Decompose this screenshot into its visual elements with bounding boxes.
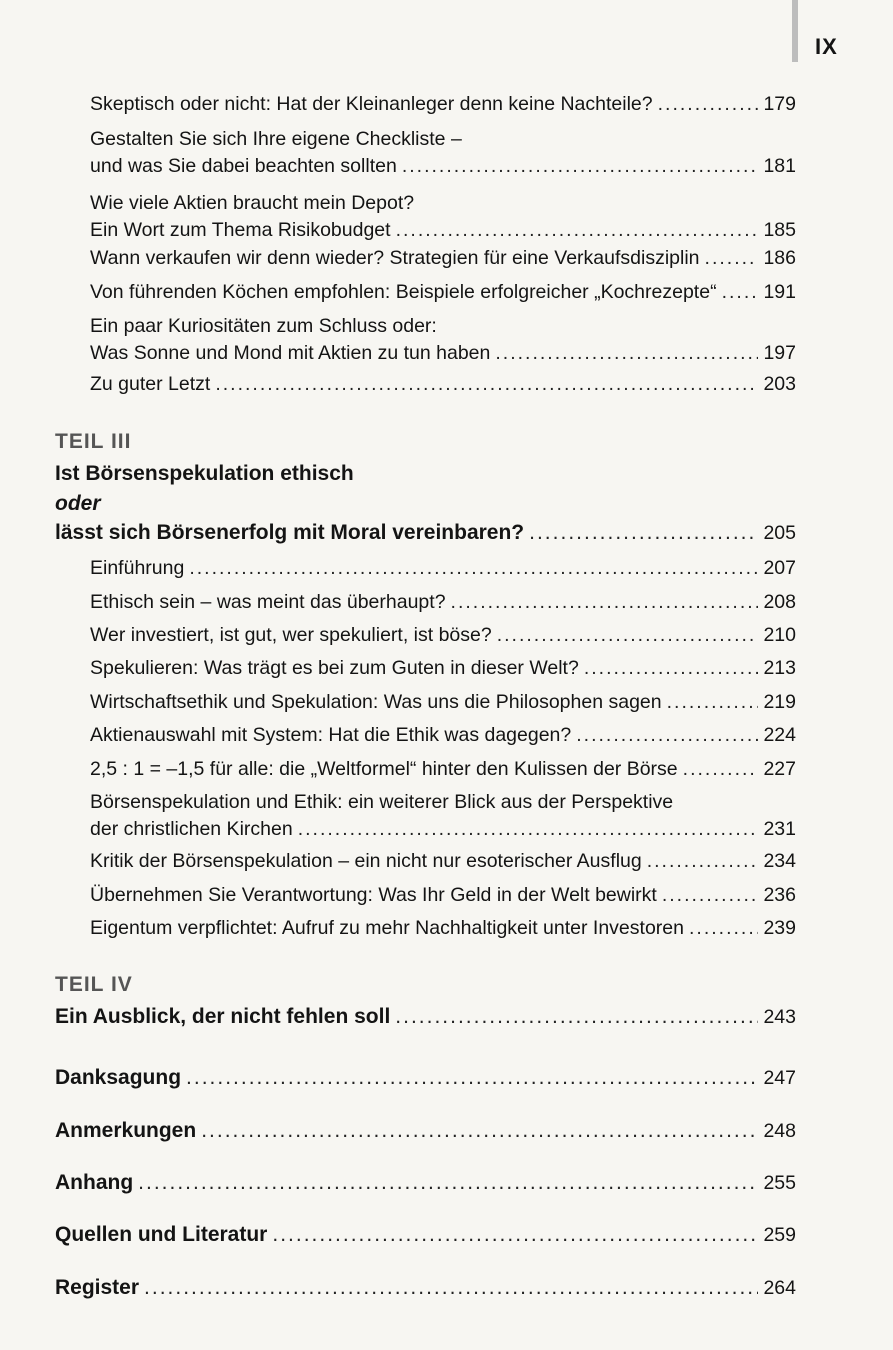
toc-line: [55, 1275, 796, 1302]
toc-entry: [90, 655, 796, 682]
part-title-entry: [55, 1005, 796, 1032]
toc-line: [90, 622, 796, 649]
toc-entry: [90, 622, 796, 649]
toc-line: [90, 371, 796, 398]
part-label: TEIL III: [55, 430, 132, 453]
toc-line: [55, 1170, 796, 1197]
toc-entry-title: 2,5 : 1 = –1,5 für alle: die „Weltformel“ hinter den Kulissen der Börse: [90, 758, 678, 780]
toc-page-number: 210: [763, 624, 796, 646]
dot-leader: [658, 91, 759, 117]
toc-line: [90, 153, 796, 180]
toc-entry: [90, 789, 796, 843]
dot-leader: [138, 1170, 758, 1196]
toc-line: [55, 521, 796, 548]
toc-page-number: 227: [763, 758, 796, 780]
toc-entry-title: lässt sich Börsenerfolg mit Moral vereinbaren?: [55, 521, 525, 544]
toc-page-number: 208: [763, 591, 796, 613]
dot-leader: [396, 217, 759, 243]
toc-line: [55, 1222, 796, 1249]
dot-leader: [298, 816, 759, 842]
toc-page-number: 207: [763, 557, 796, 579]
part-title-connector: oder: [55, 492, 101, 515]
dot-leader: [576, 722, 758, 748]
toc-entry-title: Börsenspekulation und Ethik: ein weiterer Blick aus der Perspektive: [90, 791, 674, 813]
toc-entry: [55, 1065, 796, 1092]
toc-line: [90, 589, 796, 616]
toc-entry-title: Spekulieren: Was trägt es bei zum Guten in dieser Welt?: [90, 657, 579, 679]
toc-page-number: 203: [763, 373, 796, 395]
toc-entry-title: Ethisch sein – was meint das überhaupt?: [90, 591, 446, 613]
toc-line: [55, 1065, 796, 1092]
dot-leader: [529, 521, 758, 545]
dot-leader: [186, 1065, 758, 1091]
toc-entry-title: Gestalten Sie sich Ihre eigene Checkliste –: [90, 128, 462, 150]
dot-leader: [683, 756, 759, 782]
toc-entry: [55, 1222, 796, 1249]
toc-line: [55, 1005, 796, 1032]
toc-entry-title: Wirtschaftsethik und Spekulation: Was uns die Philosophen sagen: [90, 691, 662, 713]
dot-leader: [272, 1222, 758, 1248]
toc-page-number: 213: [763, 657, 796, 679]
dot-leader: [395, 1005, 758, 1029]
toc-entry: [90, 589, 796, 616]
toc-page-number: 247: [763, 1067, 796, 1089]
toc-page-number: 234: [763, 850, 796, 872]
toc-page-number: 264: [763, 1277, 796, 1299]
toc-line: [90, 689, 796, 716]
dot-leader: [495, 340, 758, 366]
dot-leader: [689, 915, 758, 941]
part-title: Ist Börsenspekulation ethisch: [55, 462, 354, 485]
toc-entry-title: Eigentum verpflichtet: Aufruf zu mehr Nachhaltigkeit unter Investoren: [90, 917, 684, 939]
toc-entry-title: Anhang: [55, 1171, 134, 1194]
toc-entry: [90, 689, 796, 716]
toc-entry-title: Ein Ausblick, der nicht fehlen soll: [55, 1005, 391, 1028]
toc-line: [90, 848, 796, 875]
toc-entry-title: und was Sie dabei beachten sollten: [90, 155, 397, 177]
dot-leader: [705, 245, 759, 271]
toc-entry: [90, 279, 796, 306]
toc-entry-title: Wie viele Aktien braucht mein Depot?: [90, 192, 415, 214]
dot-leader: [215, 371, 758, 397]
toc-entry: [90, 245, 796, 272]
toc-line: [90, 655, 796, 682]
toc-line: [90, 340, 796, 367]
toc-entry-title: Anmerkungen: [55, 1119, 197, 1142]
toc-page-number: 191: [763, 281, 796, 303]
toc-entry: [90, 313, 796, 367]
toc-entry-title: Von führenden Köchen empfohlen: Beispiele erfolgreicher „Kochrezepte“: [90, 281, 717, 303]
toc-page-number: 219: [763, 691, 796, 713]
toc-page-number: 185: [763, 219, 796, 241]
toc-line: [90, 816, 796, 843]
toc-entry: [90, 882, 796, 909]
toc-entry: [90, 126, 796, 180]
toc-line: [90, 279, 796, 306]
part-title-entry: [55, 521, 796, 548]
dot-leader: [144, 1275, 758, 1301]
toc-entry: [55, 1275, 796, 1302]
toc-page-number: 231: [763, 818, 796, 840]
toc-entry-title: Kritik der Börsenspekulation – ein nicht nur esoterischer Ausflug: [90, 850, 642, 872]
toc-entry: [55, 1170, 796, 1197]
toc-entry: [90, 848, 796, 875]
toc-entry-title: Wann verkaufen wir denn wieder? Strategien für eine Verkaufsdisziplin: [90, 247, 700, 269]
dot-leader: [584, 655, 759, 681]
toc-line: [90, 313, 796, 340]
toc-line: [90, 756, 796, 783]
dot-leader: [662, 882, 759, 908]
dot-leader: [451, 589, 759, 615]
toc-page-number: 179: [763, 93, 796, 115]
toc-entry: [90, 555, 796, 582]
toc-entry-title: Danksagung: [55, 1066, 182, 1089]
toc-line: [90, 190, 796, 217]
toc-entry-title: Übernehmen Sie Verantwortung: Was Ihr Geld in der Welt bewirkt: [90, 884, 657, 906]
toc-entry: [90, 190, 796, 244]
dot-leader: [189, 555, 758, 581]
toc-entry-title: Was Sonne und Mond mit Aktien zu tun haben: [90, 342, 491, 364]
toc-line: [90, 245, 796, 272]
dot-leader: [722, 279, 759, 305]
toc-entry-title: Skeptisch oder nicht: Hat der Kleinanleger denn keine Nachteile?: [90, 93, 653, 115]
toc-entry-title: Ein Wort zum Thema Risikobudget: [90, 219, 391, 241]
toc-entry-title: Aktienauswahl mit System: Hat die Ethik was dagegen?: [90, 724, 572, 746]
toc-entry: [90, 756, 796, 783]
toc-page-number: 236: [763, 884, 796, 906]
toc-page-number: 243: [763, 1006, 796, 1028]
toc-line: [90, 789, 796, 816]
toc-entry: [90, 91, 796, 118]
toc-entry-title: der christlichen Kirchen: [90, 818, 293, 840]
toc-line: [90, 91, 796, 118]
toc-page-number: 224: [763, 724, 796, 746]
page-number: IX: [815, 34, 838, 59]
toc-entry-title: Register: [55, 1276, 140, 1299]
margin-rule: [792, 0, 798, 62]
toc-entry-title: Quellen und Literatur: [55, 1223, 268, 1246]
toc-entry-title: Ein paar Kuriositäten zum Schluss oder:: [90, 315, 437, 337]
toc-entry: [90, 371, 796, 398]
toc-entry: [90, 915, 796, 942]
toc-entry-title: Zu guter Letzt: [90, 373, 211, 395]
toc-page-number: 205: [763, 522, 796, 544]
toc-line: [90, 217, 796, 244]
toc-page-number: 186: [763, 247, 796, 269]
toc-entry: [55, 1118, 796, 1145]
toc-line: [55, 1118, 796, 1145]
toc-page-number: 197: [763, 342, 796, 364]
toc-line: [90, 915, 796, 942]
toc-line: [90, 555, 796, 582]
dot-leader: [667, 689, 759, 715]
dot-leader: [201, 1118, 758, 1144]
toc-page-number: 248: [763, 1120, 796, 1142]
toc-line: [90, 882, 796, 909]
toc-line: [90, 722, 796, 749]
toc-entry-title: Einführung: [90, 557, 185, 579]
toc-page-number: 239: [763, 917, 796, 939]
dot-leader: [402, 153, 759, 179]
toc-page-number: 181: [763, 155, 796, 177]
dot-leader: [647, 848, 759, 874]
toc-page-number: 255: [763, 1172, 796, 1194]
dot-leader: [497, 622, 759, 648]
part-label: TEIL IV: [55, 973, 133, 996]
toc-entry-title: Wer investiert, ist gut, wer spekuliert, ist böse?: [90, 624, 492, 646]
toc-line: [90, 126, 796, 153]
toc-page-number: 259: [763, 1224, 796, 1246]
toc-entry: [90, 722, 796, 749]
